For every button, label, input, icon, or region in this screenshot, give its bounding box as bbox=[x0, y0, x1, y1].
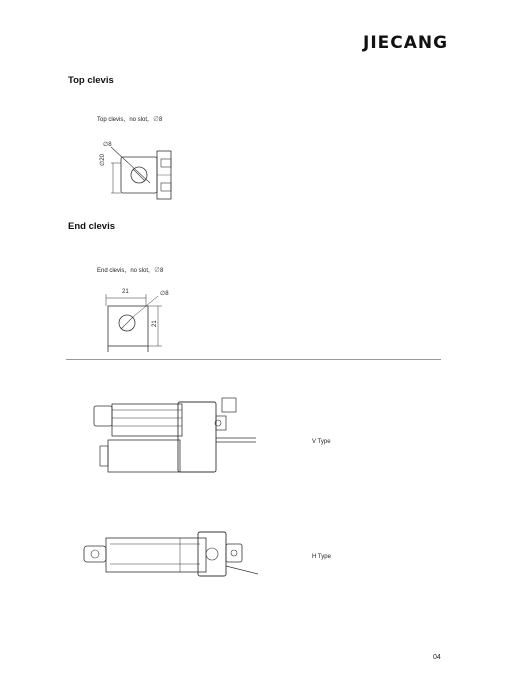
dim-width-end: 21 bbox=[122, 289, 129, 295]
caption-end-clevis: End clevis，no slot，∅8 bbox=[97, 268, 164, 274]
section-title-top-clevis: Top clevis bbox=[68, 75, 114, 86]
dim-height-end: 21 bbox=[152, 320, 158, 327]
page-number: 04 bbox=[433, 654, 441, 661]
brand-logo: JIECANG bbox=[363, 33, 449, 53]
dim-hole-top: ∅8 bbox=[103, 142, 112, 148]
v-type-actuator-drawing bbox=[88, 398, 258, 478]
caption-top-clevis: Top clevis，no slot，∅8 bbox=[97, 117, 163, 123]
section-divider bbox=[66, 359, 441, 360]
h-type-label: H Type bbox=[312, 554, 331, 560]
dim-height-top: ∅20 bbox=[100, 154, 106, 166]
dim-hole-end: ∅8 bbox=[160, 291, 169, 297]
v-type-label: V Type bbox=[312, 439, 331, 445]
h-type-actuator-drawing bbox=[80, 528, 260, 578]
section-title-end-clevis: End clevis bbox=[68, 221, 115, 232]
